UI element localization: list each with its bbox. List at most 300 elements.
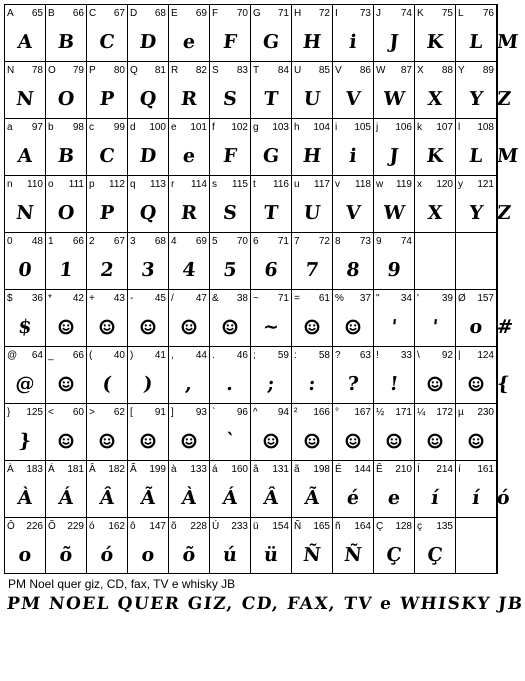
glyph-label: [253, 349, 289, 362]
glyph-char: Y: [458, 65, 465, 76]
glyph-label: [130, 406, 166, 419]
glyph-preview: 3: [140, 259, 156, 281]
glyph-code: 233: [231, 521, 248, 532]
glyph-code: 119: [396, 179, 412, 190]
glyph-cell: [127, 289, 168, 346]
glyph-code: 105: [354, 122, 371, 133]
glyph-code: 44: [195, 350, 207, 361]
glyph-label: [253, 178, 289, 191]
glyph-preview: e: [386, 487, 402, 509]
glyph-preview: Y: [468, 202, 484, 224]
glyph-cell: [250, 289, 291, 346]
glyph-char: e: [171, 122, 177, 133]
glyph-preview: A: [16, 145, 34, 167]
glyph-char: ã: [294, 464, 300, 475]
glyph-label: [294, 178, 330, 191]
glyph-code: 33: [400, 350, 412, 361]
glyph-cell: [86, 232, 127, 289]
glyph-code: 91: [154, 407, 166, 418]
glyph-code: 73: [359, 236, 371, 247]
glyph-label: [458, 406, 494, 419]
glyph-label: [89, 121, 125, 134]
glyph-char: 1: [48, 236, 54, 247]
glyph-code: 112: [109, 179, 125, 190]
glyph-preview: #: [495, 316, 515, 338]
sample-glyphs: PM NOEL QUER GIZ, CD, FAX, TV e WHISKY JB: [5, 594, 525, 614]
glyph-cell: [291, 403, 332, 460]
glyph-cell: [455, 4, 520, 61]
glyph-char: r: [171, 179, 175, 190]
glyph-label: [89, 235, 125, 248]
glyph-code: 40: [113, 350, 125, 361]
glyph-label: [48, 7, 84, 20]
glyph-label: [253, 520, 289, 533]
glyph-label: [417, 121, 453, 134]
glyph-label: [417, 463, 453, 476]
glyph-cell: [86, 403, 127, 460]
grid-row: [4, 517, 496, 574]
glyph-label: [376, 7, 412, 20]
glyph-cell: [4, 289, 45, 346]
glyph-label: [335, 235, 371, 248]
glyph-cell: [4, 175, 45, 232]
glyph-char: k: [417, 122, 422, 133]
glyph-label: [417, 349, 453, 362]
glyph-char: |: [458, 350, 461, 361]
glyph-char: &: [212, 293, 219, 304]
glyph-char: 0: [7, 236, 13, 247]
glyph-char: ü: [253, 521, 259, 532]
glyph-char: $: [7, 293, 13, 304]
glyph-label: [7, 406, 43, 419]
glyph-cell: [4, 61, 45, 118]
glyph-code: 183: [26, 464, 43, 475]
glyph-preview: ü: [262, 544, 280, 566]
glyph-cell: [45, 346, 86, 403]
glyph-char: R: [171, 65, 179, 76]
glyph-label: [89, 463, 125, 476]
glyph-code: 111: [68, 179, 84, 190]
glyph-preview: [413, 255, 456, 285]
glyph-label: [48, 520, 84, 533]
glyph-char: Â: [89, 464, 96, 475]
glyph-code: 45: [154, 293, 166, 304]
glyph-char: l: [458, 122, 461, 133]
glyph-preview: B: [56, 145, 76, 167]
glyph-code: 98: [72, 122, 84, 133]
glyph-label: [171, 178, 207, 191]
glyph-code: 210: [395, 464, 412, 475]
glyph-preview: K: [425, 31, 445, 53]
glyph-label: [417, 406, 453, 419]
glyph-label: [89, 292, 125, 305]
glyph-preview: P: [98, 88, 116, 110]
glyph-label: [417, 292, 453, 305]
glyph-label: [212, 406, 248, 419]
glyph-code: 164: [354, 521, 371, 532]
glyph-label: [458, 178, 494, 191]
glyph-preview: À: [16, 487, 34, 509]
glyph-cell: [209, 517, 250, 574]
glyph-cell: [168, 61, 209, 118]
grid-row: [4, 4, 520, 61]
smiley-icon: [415, 369, 455, 399]
glyph-cell: [496, 403, 498, 460]
glyph-label: [212, 235, 248, 248]
glyph-code: 62: [113, 407, 125, 418]
glyph-label: [294, 121, 330, 134]
glyph-label: [48, 349, 84, 362]
glyph-code: 115: [232, 179, 248, 190]
glyph-label: [171, 463, 207, 476]
glyph-label: [7, 520, 43, 533]
glyph-preview: X: [426, 202, 444, 224]
glyph-code: 88: [441, 65, 453, 76]
glyph-code: 147: [149, 521, 166, 532]
glyph-preview: Á: [57, 487, 75, 509]
glyph-code: 68: [154, 8, 166, 19]
glyph-cell: [250, 232, 291, 289]
glyph-cell: [455, 460, 511, 517]
glyph-cell: [4, 460, 45, 517]
glyph-cell: [455, 118, 520, 175]
glyph-preview: :: [307, 373, 317, 395]
glyph-preview: J: [388, 145, 400, 167]
glyph-preview: ': [389, 316, 399, 338]
glyph-preview: K: [425, 145, 445, 167]
glyph-cell: [45, 232, 86, 289]
glyph-code: 47: [195, 293, 207, 304]
character-map-grid: [4, 4, 520, 574]
glyph-char: t: [253, 179, 256, 190]
smiley-icon: [128, 312, 168, 342]
glyph-code: 113: [150, 179, 166, 190]
smiley-icon: [210, 312, 250, 342]
glyph-preview: M: [495, 145, 520, 167]
glyph-char: ñ: [335, 521, 341, 532]
glyph-cell: [455, 61, 513, 118]
glyph-cell: [414, 460, 455, 517]
glyph-preview: N: [15, 88, 35, 110]
glyph-code: 66: [72, 350, 84, 361]
glyph-label: [171, 292, 207, 305]
glyph-char: g: [253, 122, 259, 133]
glyph-code: 118: [355, 179, 371, 190]
glyph-char: [: [130, 407, 133, 418]
glyph-code: 46: [236, 350, 248, 361]
grid-row: [4, 232, 496, 289]
glyph-char: d: [130, 122, 136, 133]
glyph-code: 116: [273, 179, 289, 190]
glyph-label: [294, 349, 330, 362]
glyph-char: J: [376, 8, 381, 19]
glyph-label: [7, 349, 43, 362]
glyph-label: [294, 7, 330, 20]
glyph-cell: [373, 517, 414, 574]
glyph-preview: P: [98, 202, 116, 224]
glyph-code: 83: [236, 65, 248, 76]
glyph-cell: [86, 175, 127, 232]
glyph-cell: [291, 61, 332, 118]
glyph-char: Í: [417, 464, 420, 475]
glyph-cell: [414, 118, 455, 175]
glyph-code: 72: [318, 8, 330, 19]
glyph-label: [376, 64, 412, 77]
glyph-char: A: [7, 8, 14, 19]
glyph-char: s: [212, 179, 217, 190]
glyph-code: 229: [67, 521, 84, 532]
glyph-code: 198: [313, 464, 330, 475]
glyph-char: â: [253, 464, 259, 475]
glyph-label: [130, 349, 166, 362]
glyph-code: 86: [359, 65, 371, 76]
glyph-preview: 0: [17, 259, 33, 281]
glyph-label: [89, 406, 125, 419]
glyph-cell: [373, 175, 414, 232]
sample-text: PM Noel quer giz, CD, fax, TV e whisky JB: [8, 577, 236, 591]
glyph-code: 102: [231, 122, 248, 133]
glyph-preview: 9: [386, 259, 402, 281]
glyph-cell: [332, 4, 373, 61]
glyph-char: c: [89, 122, 94, 133]
glyph-preview: Ñ: [343, 544, 363, 566]
glyph-preview: S: [221, 88, 239, 110]
glyph-char: a: [7, 122, 13, 133]
smiley-icon: [87, 312, 127, 342]
glyph-preview: 8: [345, 259, 361, 281]
glyph-label: [376, 406, 412, 419]
glyph-char: <: [48, 407, 54, 418]
glyph-cell: [45, 517, 86, 574]
glyph-preview: T: [262, 202, 280, 224]
glyph-label: [253, 7, 289, 20]
glyph-cell: [86, 517, 127, 574]
glyph-code: 133: [190, 464, 207, 475]
glyph-label: [458, 520, 494, 533]
glyph-char: S: [212, 65, 219, 76]
glyph-label: [130, 463, 166, 476]
glyph-char: n: [7, 179, 13, 190]
glyph-cell: [250, 346, 291, 403]
glyph-label: [458, 64, 494, 77]
glyph-char: µ: [458, 407, 464, 418]
glyph-cell: [168, 289, 209, 346]
glyph-label: [335, 463, 371, 476]
glyph-char: B: [48, 8, 55, 19]
glyph-code: 214: [436, 464, 453, 475]
glyph-cell: [4, 403, 45, 460]
glyph-code: 84: [277, 65, 289, 76]
glyph-char: *: [48, 293, 52, 304]
glyph-label: [335, 7, 371, 20]
glyph-cell: [414, 403, 455, 460]
glyph-cell: [332, 118, 373, 175]
glyph-cell: [495, 346, 511, 403]
glyph-code: 89: [482, 65, 494, 76]
glyph-preview: B: [56, 31, 76, 53]
glyph-cell: [332, 403, 373, 460]
glyph-label: [48, 406, 84, 419]
glyph-label: [89, 7, 125, 20]
glyph-char: ?: [335, 350, 341, 361]
glyph-char: =: [294, 293, 300, 304]
glyph-cell: [332, 460, 373, 517]
glyph-char: P: [89, 65, 96, 76]
glyph-char: ô: [130, 521, 136, 532]
glyph-cell: [168, 517, 209, 574]
glyph-char: í: [458, 464, 461, 475]
glyph-preview: A: [16, 31, 34, 53]
glyph-label: [48, 292, 84, 305]
glyph-char: Ô: [7, 521, 15, 532]
glyph-char: i: [335, 122, 338, 133]
glyph-label: [130, 235, 166, 248]
glyph-char: b: [48, 122, 54, 133]
glyph-char: ó: [89, 521, 95, 532]
glyph-label: [335, 64, 371, 77]
glyph-char: :: [294, 350, 297, 361]
glyph-code: 58: [318, 350, 330, 361]
glyph-code: 199: [149, 464, 166, 475]
glyph-preview: é: [345, 487, 361, 509]
glyph-char: ): [130, 350, 134, 361]
smiley-icon: [292, 312, 332, 342]
glyph-cell: [209, 460, 250, 517]
glyph-cell: [168, 4, 209, 61]
glyph-char: H: [294, 8, 302, 19]
glyph-preview: G: [261, 145, 281, 167]
glyph-cell: [45, 460, 86, 517]
glyph-preview: U: [302, 202, 322, 224]
glyph-code: 172: [436, 407, 453, 418]
glyph-preview: [495, 255, 498, 285]
glyph-label: [130, 520, 166, 533]
glyph-code: 64: [31, 350, 43, 361]
glyph-char: À: [7, 464, 14, 475]
glyph-char: O: [48, 65, 56, 76]
glyph-label: [171, 7, 207, 20]
glyph-preview: D: [138, 145, 158, 167]
glyph-char: -: [130, 293, 134, 304]
glyph-cell: [495, 4, 520, 61]
glyph-label: [417, 235, 453, 248]
glyph-preview: ó: [99, 544, 115, 566]
glyph-preview: S: [221, 202, 239, 224]
glyph-char: >: [89, 407, 95, 418]
smiley-icon: [374, 426, 414, 456]
glyph-label: [48, 463, 84, 476]
glyph-code: 106: [395, 122, 412, 133]
glyph-preview: [495, 540, 498, 570]
glyph-code: 110: [27, 179, 43, 190]
glyph-code: 39: [441, 293, 453, 304]
glyph-char: f: [212, 122, 215, 133]
glyph-label: [294, 64, 330, 77]
glyph-code: 135: [436, 521, 453, 532]
glyph-code: 103: [272, 122, 289, 133]
glyph-label: [335, 178, 371, 191]
glyph-char: T: [253, 65, 260, 76]
glyph-label: [89, 520, 125, 533]
glyph-char: K: [417, 8, 424, 19]
glyph-code: 66: [72, 236, 84, 247]
glyph-cell: [127, 61, 168, 118]
glyph-code: 76: [482, 8, 494, 19]
smiley-icon: [292, 426, 332, 456]
glyph-preview: ': [430, 316, 440, 338]
glyph-preview: R: [179, 88, 199, 110]
glyph-code: 74: [400, 8, 412, 19]
glyph-preview: 7: [304, 259, 320, 281]
glyph-code: 93: [195, 407, 207, 418]
glyph-char: ~: [253, 293, 259, 304]
glyph-char: Ú: [212, 521, 220, 532]
smiley-icon: [46, 369, 86, 399]
glyph-char: N: [7, 65, 15, 76]
glyph-char: G: [253, 8, 261, 19]
glyph-cell: [332, 289, 373, 346]
glyph-label: [376, 178, 412, 191]
glyph-char: 8: [335, 236, 341, 247]
glyph-char: É: [335, 464, 342, 475]
glyph-label: [417, 64, 453, 77]
glyph-cell: [86, 4, 127, 61]
glyph-label: [458, 463, 494, 476]
glyph-char: (: [89, 350, 93, 361]
glyph-char: }: [7, 407, 11, 418]
glyph-cell: [127, 460, 168, 517]
glyph-label: [376, 349, 412, 362]
glyph-cell: [209, 232, 250, 289]
glyph-cell: [496, 232, 498, 289]
glyph-preview: O: [56, 202, 76, 224]
glyph-code: 114: [191, 179, 207, 190]
glyph-char: 4: [171, 236, 177, 247]
glyph-char: x: [417, 179, 422, 190]
glyph-cell: [291, 460, 332, 517]
glyph-char: \: [417, 350, 420, 361]
glyph-char: ]: [171, 407, 174, 418]
glyph-code: 101: [190, 122, 207, 133]
glyph-cell: [127, 118, 168, 175]
glyph-code: 67: [113, 236, 125, 247]
glyph-cell: [45, 403, 86, 460]
glyph-code: 82: [195, 65, 207, 76]
glyph-label: [89, 64, 125, 77]
glyph-preview: Z: [495, 202, 513, 224]
glyph-code: 69: [195, 236, 207, 247]
glyph-code: 120: [436, 179, 453, 190]
glyph-cell: [373, 460, 414, 517]
glyph-char: ': [417, 293, 419, 304]
glyph-preview: Ã: [303, 487, 321, 509]
glyph-preview: `: [224, 430, 236, 452]
glyph-char: +: [89, 293, 95, 304]
glyph-code: 181: [67, 464, 84, 475]
glyph-char: @: [7, 350, 18, 361]
glyph-char: o: [48, 179, 54, 190]
glyph-label: [212, 7, 248, 20]
glyph-label: [130, 121, 166, 134]
glyph-code: 128: [395, 521, 412, 532]
glyph-cell: [168, 175, 209, 232]
glyph-char: à: [171, 464, 177, 475]
glyph-code: 59: [277, 350, 289, 361]
glyph-label: [294, 406, 330, 419]
glyph-preview: í: [471, 487, 481, 509]
glyph-preview: U: [302, 88, 322, 110]
glyph-char: 7: [294, 236, 300, 247]
